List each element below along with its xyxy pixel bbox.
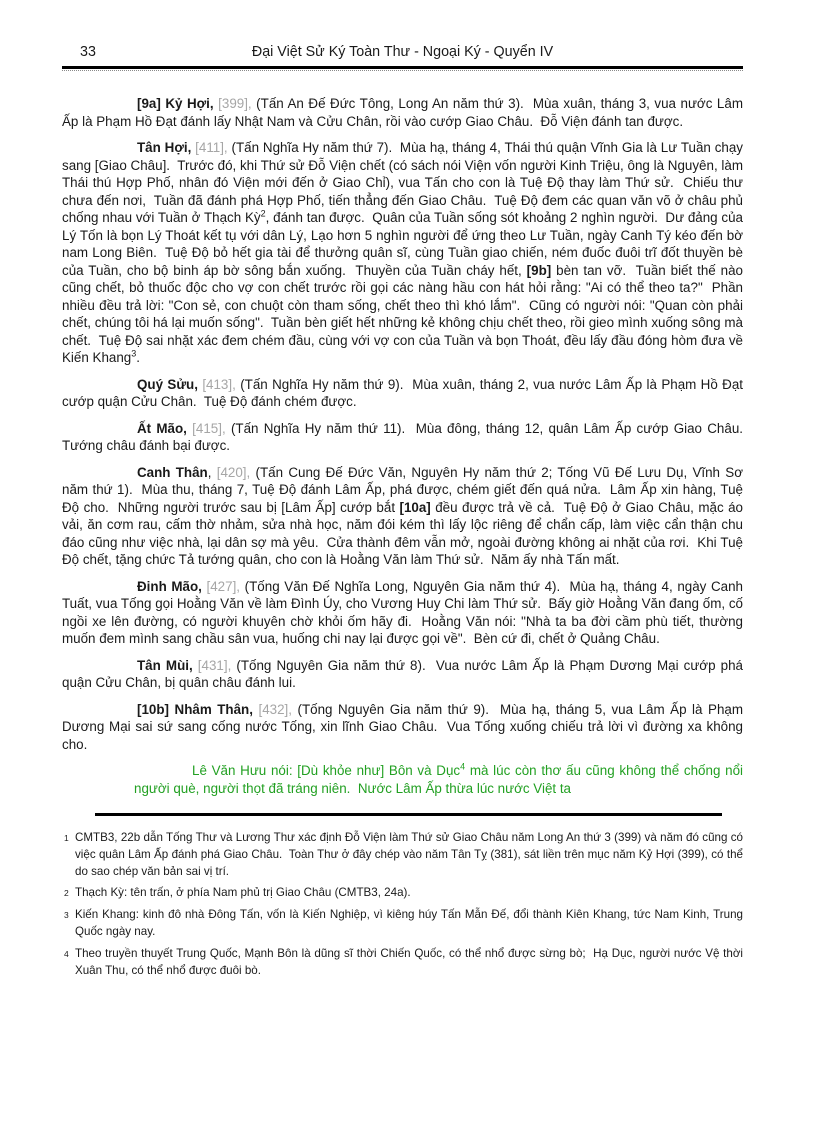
text-segment: Tân Mùi, bbox=[137, 657, 193, 673]
footnote-ref: 4 bbox=[460, 761, 466, 772]
text-segment: [413], bbox=[197, 376, 236, 392]
header-rule bbox=[62, 66, 743, 69]
footnote-3 bbox=[62, 907, 747, 941]
page-number: 33 bbox=[80, 44, 96, 60]
text-segment: , bbox=[207, 464, 212, 480]
body-text bbox=[62, 95, 751, 753]
entry-ky-hoi-399 bbox=[62, 95, 747, 130]
text-segment: Ất Mão, bbox=[137, 420, 187, 436]
footnote-marker: 4 bbox=[64, 948, 69, 959]
header-rule-dotted bbox=[62, 70, 743, 71]
text-segment: (Tấn Nghĩa Hy năm thứ 9). Mùa xuân, tháng 2, vua nước Lâm Ấp là Phạm Hồ Đạt cướp quận Cửu Chân. Tuệ Độ đánh chém được. bbox=[62, 376, 747, 409]
page-title: Đại Việt Sử Ký Toàn Thư - Ngoại Ký - Quyển IV bbox=[251, 44, 554, 60]
footnote-ref: 2 bbox=[260, 208, 266, 219]
footnote-marker: 1 bbox=[64, 833, 69, 843]
text-segment: [432], bbox=[252, 701, 292, 717]
footnote-text: Kiến Khang: kinh đô nhà Đông Tấn, vốn là Kiến Nghiệp, vì kiêng húy Tấn Mẫn Đế, đổi thành Kiên Khang, tức Nam Kinh, Trung Quốc ngày nay. bbox=[75, 908, 747, 938]
footnote-1 bbox=[62, 830, 747, 880]
text-segment: Lê Văn Hưu nói: [Dù khỏe như] Bôn và Dục bbox=[192, 763, 461, 778]
footnote-ref: 3 bbox=[131, 348, 137, 359]
footnote-text: CMTB3, 22b dẫn Tống Thư và Lương Thư xác định Đỗ Viện làm Thứ sử Giao Châu năm Long An thứ 3 (399) và năm đó cũng có việc quân Lâm Ấp đánh phá Giao Châu. Toàn Thư ở đây chép vào năm Tân Tỵ (381), sát liền trên mục năm Kỷ Hợi (399), có thể do sao chép văn bản sai vị trí. bbox=[75, 831, 747, 878]
text-segment: bèn tan vỡ. Tuần biết thế nào cũng chết, bỏ thuốc độc cho vợ con chết trước rồi gọi các nàng hầu con hát hỏi rằng: "Ai có thể theo ta?" Phần nhiều đều trả lời: "Con sẻ, con chuột còn tham sống, chết theo thì khó lắm". Cũng có người nói: "Quan còn phải chết, chúng tôi há lại muốn sống". Tuần bèn giết hết những kẻ không chịu chết theo, rồi gieo mình xuống sông mà chết. Tuệ Độ sai nhặt xác đem chém đầu, cùng với vợ con của Tuần và bọn Thoát, đều lấy đầu đóng hòm đưa về Kiến Khang bbox=[62, 262, 747, 365]
text-segment: đều được trả về cả. Tuệ Độ ở Giao Châu, mặc áo vải, ăn cơm rau, cấm thờ nhảm, sửa nhà học, năm đói kém thì lấy lộc riêng để chẩn cấp, làm việc cẩn thận chu đáo cũng như việc nhà, lại dân sợ mà yêu. Cửa thành đêm vẫn mở, ngoài đường không ai nhặt của rơi. Khi Tuệ Độ chết, tặng chức Tả tướng quân, cho con là Hoằng Văn làm Thứ sử. Năm ấy nhà Tấn mất. bbox=[62, 499, 747, 567]
text-segment: mà lúc còn thơ ấu cũng không thể chống nổi người què, người thọt đã tráng niên. Nước Lâm Ấp thừa lúc nước Việt ta bbox=[134, 763, 747, 796]
text-segment: Đinh Mão, bbox=[137, 578, 202, 594]
footnote-2 bbox=[62, 885, 743, 902]
page-header bbox=[62, 44, 743, 63]
text-segment: (Tống Văn Đế Nghĩa Long, Nguyên Gia năm thứ 4). Mùa hạ, tháng 4, ngày Canh Tuất, vua Tống gọi Hoằng Văn về làm Đình Úy, cho Vương Huy Chi làm Thứ sử. Bấy giờ Hoằng Văn đang ốm, cố ngồi xe lên đường, có người khuyên chờ khỏi ốm hãy đi. Hoằng Văn nói: "Nhà ta ba đời cầm phù tiết, thường muốn đem mình sang chầu sân vua, huống chi nay lại được gọi về". Bèn cứ đi, chết ở Quảng Châu. bbox=[62, 578, 747, 646]
text-segment: [9a] Kỷ Hợi, bbox=[137, 96, 214, 111]
text-segment: Tân Hợi, bbox=[137, 140, 192, 155]
text-segment: [10b] Nhâm Thân, bbox=[137, 701, 253, 717]
text-segment: [10a] bbox=[399, 499, 431, 515]
entry-tan-hoi-411 bbox=[62, 139, 747, 367]
entry-nham-than-432 bbox=[62, 701, 747, 754]
entry-at-mao-415 bbox=[62, 420, 751, 455]
text-segment: [399], bbox=[213, 96, 252, 111]
text-segment: (Tấn An Đế Đức Tông, Long An năm thứ 3). Mùa xuân, tháng 3, vua nước Lâm Ấp là Phạm Hồ Đạt đánh lấy Nhật Nam và Cửu Chân, rồi vào cướp Giao Châu. Đỗ Viện đánh tan được. bbox=[62, 96, 747, 129]
footnote-4 bbox=[62, 946, 747, 980]
text-segment: (Tống Nguyên Gia năm thứ 9). Mùa hạ, tháng 5, vua Lâm Ấp là Phạm Dương Mại sai sứ sang cống nước Tống, xin lĩnh Giao Châu. Vua Tống xuống chiếu trả lời vì đường xa không cho. bbox=[62, 701, 747, 752]
footnote-text: Thạch Kỳ: tên trấn, ở phía Nam phủ trị Giao Châu (CMTB3, 24a). bbox=[75, 886, 411, 900]
text-segment: [427], bbox=[201, 578, 241, 594]
text-segment: (Tấn Nghĩa Hy năm thứ 7). Mùa hạ, tháng 4, Thái thú quận Vĩnh Gia là Lư Tuần chạy sang [Giao Châu]. Trước đó, khi Thứ sử Đỗ Viện chết (có sách nói Viện vốn người Kinh Triệu, ông là Nguyên, làm Thái thú Hợp Phố, nhân đó Viện mới đến ở Giao Chỉ), vua Tấn cho con là Tuệ Độ thay làm Thứ sử. Chiếu thư chưa đến nơi, Tuần đã đánh phá Hợp Phố, tiến thẳng đến Giao Châu. Tuệ Độ đem các quan văn võ ở châu phủ chống nhau với Tuần ở Thạch Kỳ bbox=[62, 140, 747, 225]
text-segment: [420], bbox=[211, 464, 251, 480]
entry-quy-suu-413 bbox=[62, 376, 747, 411]
text-segment: [9b] bbox=[526, 262, 552, 278]
footnotes bbox=[62, 830, 747, 979]
entry-canh-than-420 bbox=[62, 464, 747, 569]
entry-dinh-mao-427 bbox=[62, 578, 747, 648]
text-segment: Quý Sửu, bbox=[137, 376, 198, 392]
text-segment: Canh Thân bbox=[137, 464, 208, 480]
footnote-marker: 2 bbox=[64, 888, 69, 899]
text-segment: . bbox=[136, 350, 140, 365]
text-segment: , đánh tan được. Quân của Tuần sống sót khoảng 2 nghìn người. Dư đảng của Lý Tốn là bọn Lý Thoát kết tụ với dân Lý, Lạo hơn 5 nghìn người để ứng theo Lư Tuần, ngày Canh Tý kéo đến bờ nam Long Biên. Tuệ Độ bỏ hết gia tài để thưởng quân sĩ, cùng Tuần giao chiến, ném đuốc đuôi trĩ đốt thuyền bè của Tuần, cho bộ binh áp bờ sông bắn xuống. Thuyền của Tuần cháy hết, bbox=[62, 210, 747, 278]
footnote-separator bbox=[95, 813, 722, 816]
text-segment: (Tấn Cung Đế Đức Văn, Nguyên Hy năm thứ 2; Tống Vũ Đế Lưu Dụ, Vĩnh Sơ năm thứ 1). Mùa thu, tháng 7, Tuệ Độ đánh Lâm Ấp, phá được, chém giết đến quá nửa. Lâm Ấp xin hàng, Tuệ Độ cho. Những người trước sau bị [Lâm Ấp] cướp bắt bbox=[62, 464, 747, 515]
text-segment: (Tống Nguyên Gia năm thứ 8). Vua nước Lâm Ấp là Phạm Dương Mại cướp phá quận Cửu Chân, bị quân châu đánh lui. bbox=[62, 657, 747, 690]
text-segment: [431], bbox=[192, 657, 232, 673]
footnote-marker: 3 bbox=[64, 910, 69, 921]
text-segment: [411], bbox=[191, 140, 228, 155]
footnote-text: Theo truyền thuyết Trung Quốc, Mạnh Bôn là dũng sĩ thời Chiến Quốc, có thể nhổ được sừng bò; Hạ Dục, người nước Vệ thời Xuân Thu, có thể nhổ được đuôi bò. bbox=[75, 946, 747, 977]
le-van-huu-commentary bbox=[134, 761, 747, 798]
text-segment: (Tấn Nghĩa Hy năm thứ 11). Mùa đông, tháng 12, quân Lâm Ấp cướp Giao Châu. Tướng châu đánh bại được. bbox=[62, 420, 751, 453]
entry-tan-mui-431 bbox=[62, 657, 747, 692]
text-segment: [415], bbox=[186, 420, 226, 436]
